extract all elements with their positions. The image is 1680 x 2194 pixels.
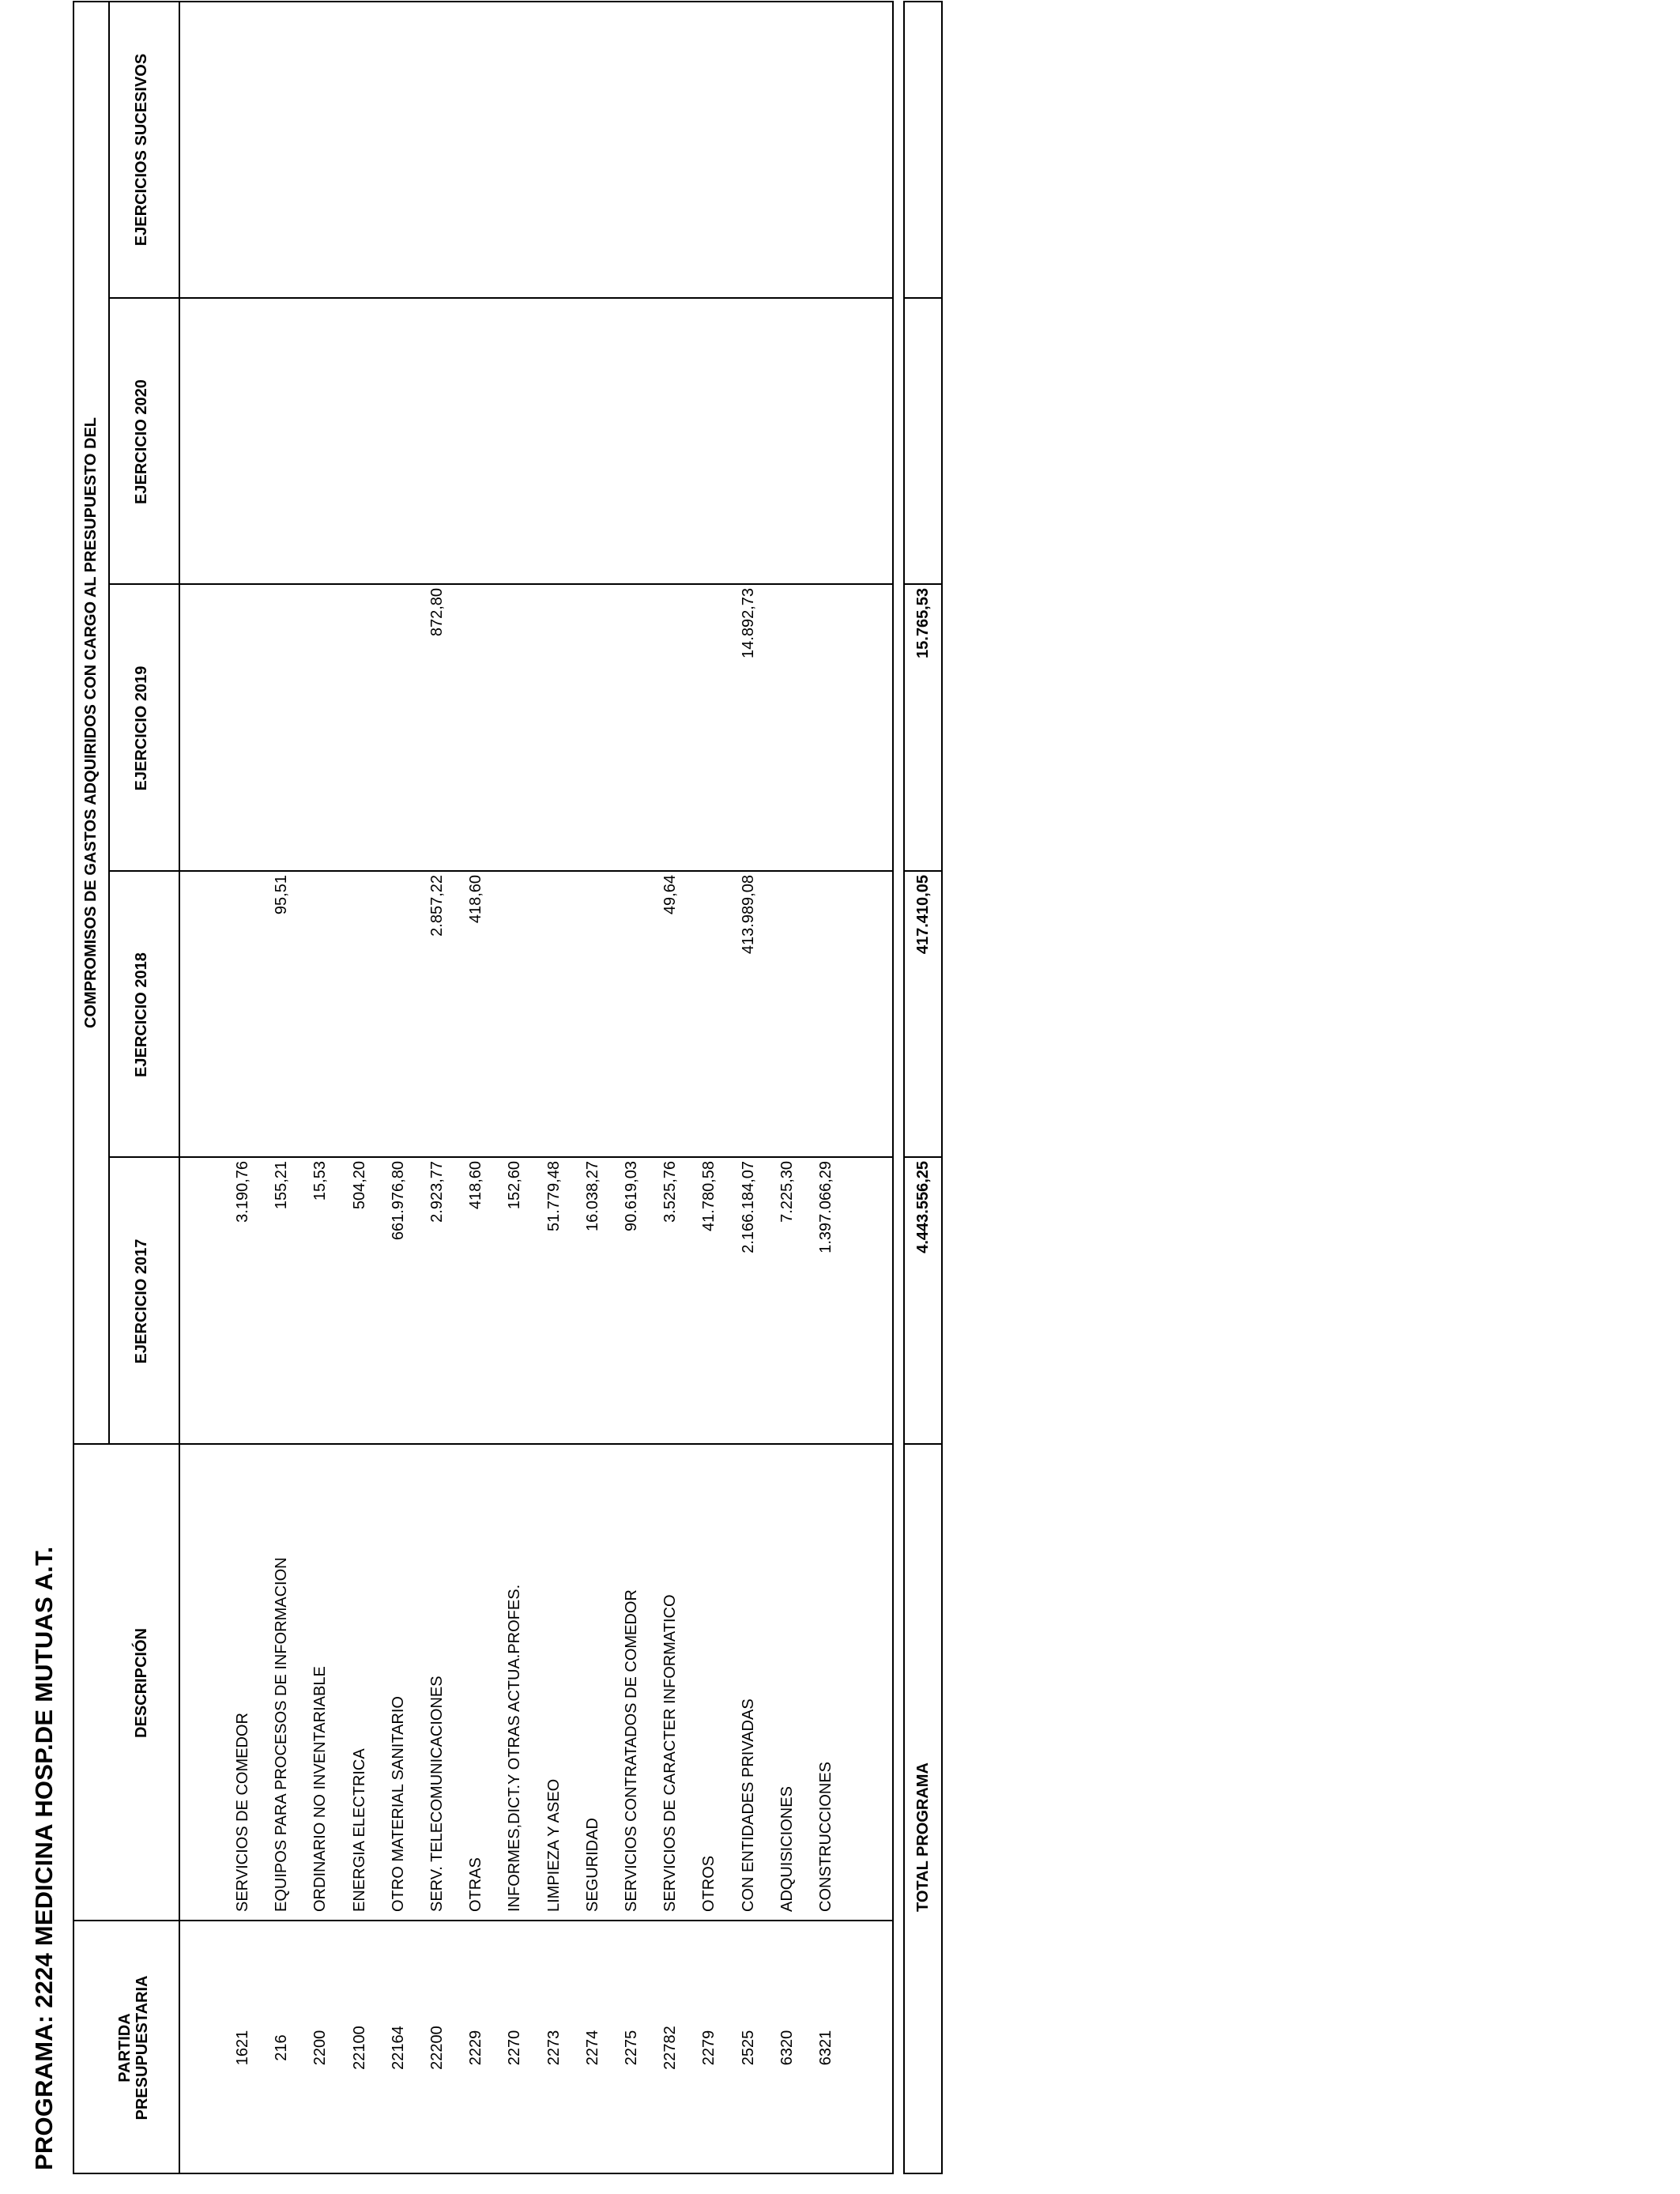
ejercicio-2017-value: 3.525,76 [661, 1161, 679, 1223]
total-2018: 417.410,05 [914, 875, 932, 955]
header-partida-1: PARTIDA [116, 2013, 134, 2083]
descripcion-text: CON ENTIDADES PRIVADAS [740, 1698, 757, 1912]
partida-code: 1621 [234, 2030, 251, 2066]
total-divider-5 [903, 297, 943, 299]
ejercicio-2018-value: 49,64 [661, 875, 679, 915]
header-ejercicio-2017: EJERCICIO 2017 [133, 1238, 150, 1364]
compromisos-line [108, 1, 110, 1445]
program-title: PROGRAMA: 2224 MEDICINA HOSP.DE MUTUAS A.T. [30, 1546, 58, 2170]
descripcion-text: ENERGIA ELECTRICA [351, 1748, 368, 1912]
header-descripcion: DESCRIPCIÓN [133, 1628, 150, 1738]
partida-code: 2274 [584, 2030, 601, 2066]
partida-code: 216 [273, 2034, 290, 2061]
ejercicio-2017-value: 504,20 [351, 1161, 368, 1210]
partida-code: 2279 [700, 2030, 718, 2066]
total-2017: 4.443.556,25 [914, 1161, 932, 1253]
partida-code: 22200 [428, 2026, 446, 2070]
ejercicio-2017-value: 7.225,30 [778, 1161, 796, 1223]
ejercicio-2017-value: 15,53 [311, 1161, 329, 1201]
ejercicio-2017-value: 90.619,03 [623, 1161, 640, 1231]
descripcion-text: SEGURIDAD [584, 1818, 601, 1912]
header-ejercicios-sucesivos: EJERCICIOS SUCESIVOS [133, 53, 150, 247]
descripcion-text: INFORMES,DICT.Y OTRAS ACTUA.PROFES. [506, 1584, 523, 1912]
descripcion-text: OTROS [700, 1855, 718, 1912]
descripcion-text: EQUIPOS PARA PROCESOS DE INFORMACION [273, 1557, 290, 1912]
partida-code: 2229 [467, 2030, 484, 2066]
ejercicio-2017-value: 2.166.184,07 [740, 1161, 757, 1253]
ejercicio-2017-value: 51.779,48 [545, 1161, 563, 1231]
header-ejercicio-2019: EJERCICIO 2019 [133, 665, 150, 791]
col-divider-6 [108, 297, 894, 299]
ejercicio-2018-value: 2.857,22 [428, 875, 446, 937]
partida-code: 6321 [817, 2030, 834, 2066]
descripcion-text: ADQUISICIONES [778, 1786, 796, 1912]
header-bottom-line [179, 1, 180, 2174]
ejercicio-2017-value: 1.397.066,29 [817, 1161, 834, 1253]
partida-code: 2200 [311, 2030, 329, 2066]
partida-code: 2525 [740, 2030, 757, 2066]
descripcion-text: OTRO MATERIAL SANITARIO [390, 1696, 407, 1912]
descripcion-text: SERVICIOS DE COMEDOR [234, 1713, 251, 1912]
ejercicio-2017-value: 418,60 [467, 1161, 484, 1210]
header-compromisos: COMPROMISOS DE GASTOS ADQUIRIDOS CON CARGO AL PRESUPUESTO DEL [82, 417, 100, 1029]
ejercicio-2018-value: 413.989,08 [740, 875, 757, 955]
descripcion-text: CONSTRUCCIONES [817, 1761, 834, 1912]
col-divider-3 [108, 1156, 894, 1158]
ejercicio-2019-value: 872,80 [428, 588, 446, 637]
descripcion-text: OTRAS [467, 1857, 484, 1912]
col-divider-4 [108, 870, 894, 872]
partida-code: 6320 [778, 2030, 796, 2066]
ejercicio-2017-value: 152,60 [506, 1161, 523, 1210]
descripcion-text: LIMPIEZA Y ASEO [545, 1778, 563, 1912]
partida-code: 2275 [623, 2030, 640, 2066]
descripcion-text: ORDINARIO NO INVENTARIABLE [311, 1666, 329, 1912]
partida-code: 2273 [545, 2030, 563, 2066]
total-divider-4 [903, 583, 943, 585]
ejercicio-2017-value: 661.976,80 [390, 1161, 407, 1241]
descripcion-text: SERVICIOS DE CARACTER INFORMATICO [661, 1594, 679, 1912]
partida-code: 22100 [351, 2026, 368, 2070]
total-2019: 15.765,53 [914, 588, 932, 658]
ejercicio-2017-value: 2.923,77 [428, 1161, 446, 1223]
total-label: TOTAL PROGRAMA [914, 1762, 932, 1912]
ejercicio-2019-value: 14.892,73 [740, 588, 757, 658]
ejercicio-2017-value: 3.190,76 [234, 1161, 251, 1223]
header-ejercicio-2018: EJERCICIO 2018 [133, 952, 150, 1077]
ejercicio-2018-value: 418,60 [467, 875, 484, 924]
ejercicio-2017-value: 155,21 [273, 1161, 290, 1210]
descripcion-text: SERVICIOS CONTRATADOS DE COMEDOR [623, 1589, 640, 1912]
partida-code: 22164 [390, 2026, 407, 2070]
ejercicio-2017-value: 16.038,27 [584, 1161, 601, 1231]
partida-code: 22782 [661, 2026, 679, 2070]
descripcion-text: SERV. TELECOMUNICACIONES [428, 1676, 446, 1912]
partida-code: 2270 [506, 2030, 523, 2066]
header-partida-2: PRESUPUESTARIA [134, 1975, 151, 2120]
ejercicio-2017-value: 41.780,58 [700, 1161, 718, 1231]
col-divider-5 [108, 583, 894, 585]
ejercicio-2018-value: 95,51 [273, 875, 290, 915]
header-ejercicio-2020: EJERCICIO 2020 [133, 379, 150, 504]
